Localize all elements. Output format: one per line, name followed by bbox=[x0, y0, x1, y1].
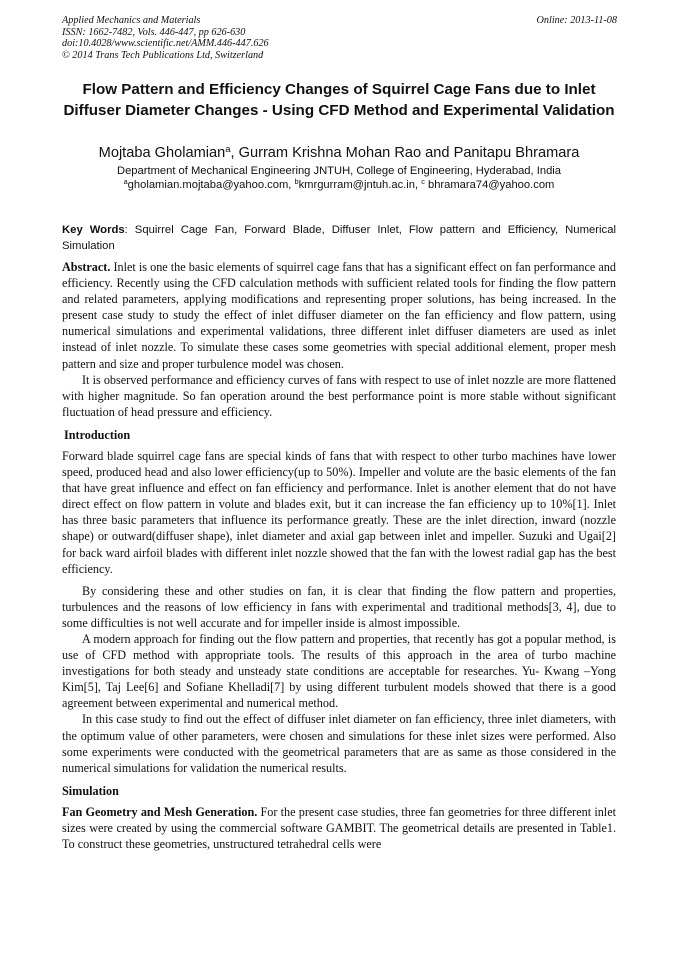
intro-paragraph-4: In this case study to find out the effect of diffuser inlet diameter on fan efficiency, three inlet diameters, with the optimum value of other parameters, were chosen and simulations for these inlet sizes were performed. Also some experiments were conducted with the geometrical parameters that are as same as those considered in the numerical simulations for validation the numerical results. bbox=[62, 712, 616, 775]
email-line bbox=[62, 176, 616, 193]
journal-header bbox=[62, 15, 617, 61]
author-others: , Gurram Krishna Mohan Rao and Panitapu Bhramara bbox=[230, 145, 580, 161]
mesh-subheading: Fan Geometry and Mesh Generation. bbox=[62, 804, 258, 819]
journal-name: Applied Mechanics and Materials bbox=[62, 15, 201, 26]
intro-paragraph-3: A modern approach for finding out the flow pattern and properties, that recently has got a popular method, is use of CFD method with appropriate tools. The results of this approach in the area of turbo machine investigations for both steady and unsteady state conditions are acceptable for researches. Yu- Kwang –Yong Kim[5], Taj Lee[6] and Sofiane Khelladi[7] by using different turbulent models showed that there is a good agreement between experimental and numerical method. bbox=[62, 631, 616, 711]
department-line: Department of Mechanical Engineering JNTUH, College of Engineering, Hyderabad, India bbox=[116, 165, 561, 177]
intro-paragraph-2: By considering these and other studies on fan, it is clear that finding the flow pattern and properties, turbulences and the reasons of low efficiency in fans with experimental and traditional methods[3, 4], due to some difficulties is not well accurate and for impeller inside is almost impossible. bbox=[62, 583, 616, 630]
abstract-paragraph-2: It is observed performance and efficiency curves of fans with respect to use of inlet nozzle are more flattened with higher magnitude. So fan operation around the best performance point is more stable without significant fluctuation of head pressure and efficiency. bbox=[62, 372, 616, 419]
simulation-text-1: For the present case studies, three fan geometries for three different inlet sizes were created by using the commercial software GAMBIT. The geometrical details are presented in Table1. To construct these geometries, unstructured tetrahedral cells were bbox=[62, 804, 616, 851]
intro-paragraph-1: Forward blade squirrel cage fans are special kinds of fans that with respect to other turbo machines have lower speed, produced head and also lower efficiency(up to 50%). Impeller and volute are the basic elements of the fan that have great influence and effect on fan efficiency and performance. Inlet is another element that do not have direct effect on flow pattern in volute and blades exit, but it can increase the fan efficiency up to 10%[1]. Inlet has three basic parameters that influence its performance greatly. These are the inlet direction, inward (nozzle shape) or outward(diffuser shape), inlet diameter and axial gap between inlet and impeller. Suzuki and Ugai[2] for back ward airfoil blades with different inlet nozzle showed that the fan with the lowest radial gap has the best efficiency. bbox=[62, 448, 616, 576]
email-sup-a: a bbox=[123, 176, 128, 186]
keywords bbox=[62, 222, 616, 254]
email-c: bhramara74@yahoo.com bbox=[424, 178, 555, 191]
simulation-paragraph-1 bbox=[62, 804, 616, 852]
introduction-heading: Introduction bbox=[64, 427, 131, 442]
affiliation bbox=[62, 165, 616, 192]
keywords-label: Key Words bbox=[62, 224, 125, 236]
issn-line: ISSN: 1662-7482, Vols. 446-447, pp 626-630 bbox=[62, 26, 246, 38]
author-1: Mojtaba Gholamian bbox=[98, 145, 226, 161]
keywords-text: : Squirrel Cage Fan, Forward Blade, Diffuser Inlet, Flow pattern and Efficiency, Numerical Simulation bbox=[62, 224, 616, 252]
email-sup-b: b bbox=[294, 176, 299, 186]
author-1-sup: a bbox=[225, 144, 231, 156]
online-date: Online: 2013-11-08 bbox=[536, 15, 617, 26]
abstract-text-1: Inlet is one the basic elements of squirrel cage fans that has a significant effect on fan performance and efficiency. Recently using the CFD calculation methods with sufficient related tools for finding the flow pattern and related parameters, applying modifications and representing proper solutions, has being increased. In the present case study to study the effect of inlet diffuser diameter on the fan efficiency and flow pattern, using numerical simulations and experimental validations, three different inlet diffuser diameters are used as inlet instead of inlet nozzle. To simulate these cases some geometries with special additional element, proper mesh pattern and size and proper turbulence model was chosen. bbox=[62, 260, 616, 371]
copyright-line: © 2014 Trans Tech Publications Ltd, Switzerland bbox=[62, 49, 264, 61]
doi-line: doi:10.4028/www.scientific.net/AMM.446-447.626 bbox=[62, 38, 269, 50]
abstract-paragraph-1 bbox=[62, 259, 616, 372]
email-b: kmrgurram@jntuh.ac.in, bbox=[298, 178, 422, 191]
abstract-label: Abstract. bbox=[62, 260, 111, 274]
simulation-heading: Simulation bbox=[62, 783, 119, 798]
paper-title: Flow Pattern and Efficiency Changes of Squirrel Cage Fans due to Inlet Diffuser Diameter Changes - Using CFD Method and Experimental Validation bbox=[63, 81, 615, 119]
email-a: gholamian.mojtaba@yahoo.com, bbox=[127, 178, 295, 191]
paper-body bbox=[62, 259, 616, 852]
email-sup-c: c bbox=[421, 176, 425, 186]
author-list bbox=[62, 144, 616, 162]
